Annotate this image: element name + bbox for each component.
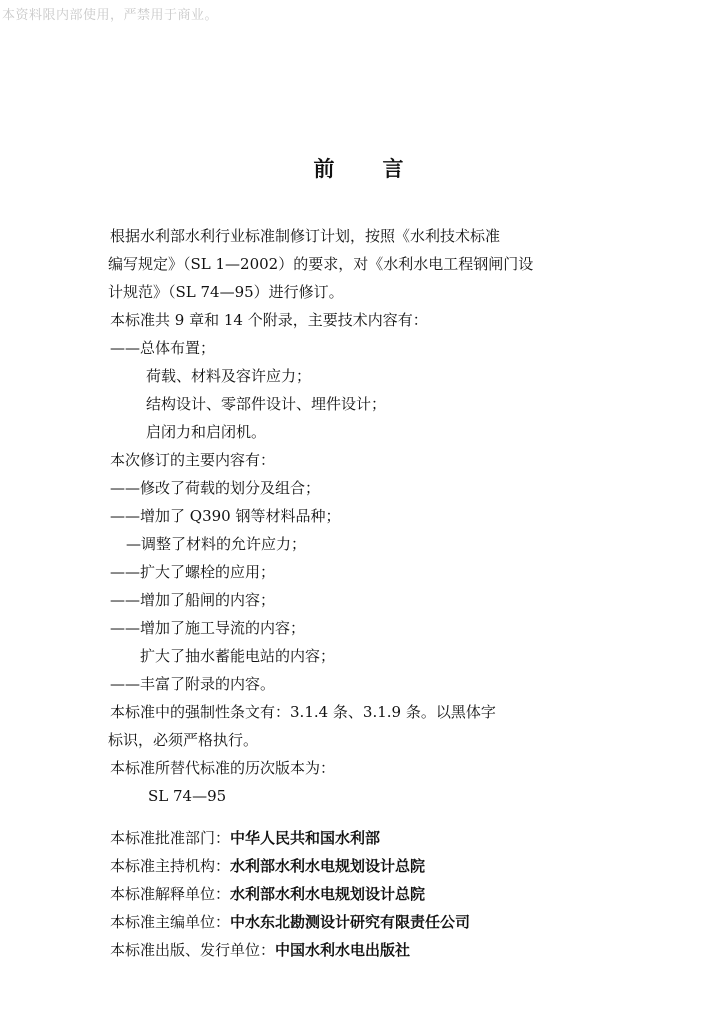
meta-editor xyxy=(110,908,610,936)
replaced-version: SL 74—95 xyxy=(148,787,227,805)
meta-label: 本标准批准部门： xyxy=(110,829,231,847)
meta-value: 水利部水利水电规划设计总院 xyxy=(230,857,426,875)
preface-body xyxy=(110,222,610,964)
page-title xyxy=(0,153,717,183)
tech-item: 启闭力和启闭机。 xyxy=(146,423,267,441)
tech-item: ——总体布置； xyxy=(110,339,216,357)
meta-value: 水利部水利水电规划设计总院 xyxy=(230,885,426,903)
meta-host xyxy=(110,852,610,880)
revision-intro: 本次修订的主要内容有： xyxy=(110,451,276,469)
spacer xyxy=(110,810,610,824)
revision-item: —调整了材料的允许应力； xyxy=(126,535,307,553)
mandatory-line-1: 本标准中的强制性条文有：3.1.4 条、3.1.9 条。以黑体字 xyxy=(110,703,496,721)
tech-item: 荷载、材料及容许应力； xyxy=(146,367,312,385)
meta-value: 中水东北勘测设计研究有限责任公司 xyxy=(230,913,471,931)
chapters-line: 本标准共 9 章和 14 个附录，主要技术内容有： xyxy=(110,311,428,329)
intro-line-3: 计规范》（SL 74—95）进行修订。 xyxy=(108,283,344,301)
revision-item: ——增加了施工导流的内容； xyxy=(110,619,306,637)
meta-interpretation xyxy=(110,880,610,908)
intro-line-1: 根据水利部水利行业标准制修订计划，按照《水利技术标准 xyxy=(110,227,501,245)
meta-label: 本标准出版、发行单位： xyxy=(110,941,276,959)
mandatory-line-2: 标识，必须严格执行。 xyxy=(108,731,259,749)
revision-item: ——增加了船闸的内容； xyxy=(110,591,276,609)
revision-item: ——修改了荷载的划分及组合； xyxy=(110,479,321,497)
revision-item: ——丰富了附录的内容。 xyxy=(110,675,276,693)
intro-line-2: 编写规定》（SL 1—2002）的要求，对《水利水电工程钢闸门设 xyxy=(108,255,534,273)
meta-label: 本标准主编单位： xyxy=(110,913,231,931)
revision-item: ——增加了 Q390 钢等材料品种； xyxy=(110,507,341,525)
meta-label: 本标准解释单位： xyxy=(110,885,231,903)
meta-value: 中国水利水电出版社 xyxy=(275,941,411,959)
watermark: 本资料限内部使用，严禁用于商业。 xyxy=(2,8,219,23)
meta-label: 本标准主持机构： xyxy=(110,857,231,875)
title-char-left: 前 xyxy=(313,157,335,181)
revision-item: ——扩大了螺栓的应用； xyxy=(110,563,276,581)
meta-approval xyxy=(110,824,610,852)
tech-item: 结构设计、零部件设计、埋件设计； xyxy=(146,395,387,413)
title-char-right: 言 xyxy=(382,157,404,181)
revision-item: 扩大了抽水蓄能电站的内容； xyxy=(140,647,336,665)
meta-value: 中华人民共和国水利部 xyxy=(230,829,381,847)
replaced-intro: 本标准所替代标准的历次版本为： xyxy=(110,759,336,777)
meta-publisher xyxy=(110,936,610,964)
